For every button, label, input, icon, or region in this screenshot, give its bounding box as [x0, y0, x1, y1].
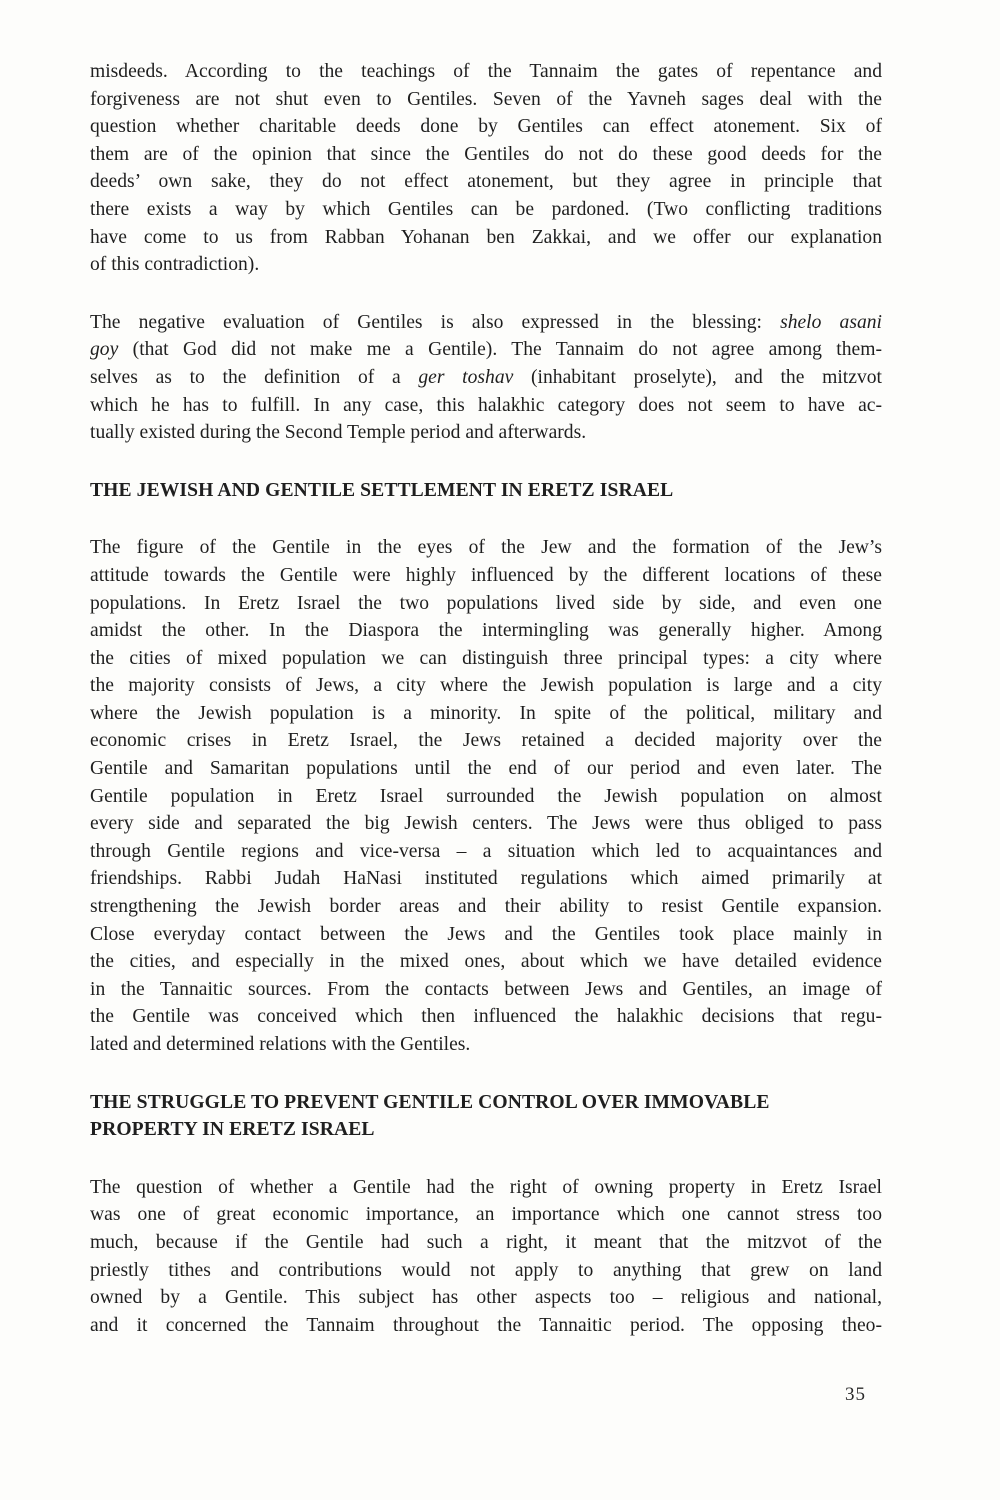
text-line: economic crises in Eretz Israel, the Jews retained a decided majority over the — [90, 730, 882, 752]
paragraph-spacer — [90, 279, 882, 309]
text-line: misdeeds. According to the teachings of the Tannaim the gates of repentance and — [90, 61, 882, 82]
text-line: the majority consists of Jews, a city where the Jewish population is large and a city — [90, 675, 882, 697]
text-line: question whether charitable deeds done by Gentiles can effect atonement. Six of — [90, 116, 882, 138]
paragraph-spacer — [90, 447, 882, 477]
text-line — [90, 392, 882, 420]
text-line: Gentile and Samaritan populations until the end of our period and even later. The — [90, 758, 882, 780]
text-line: Gentile population in Eretz Israel surrounded the Jewish population on almost — [90, 785, 882, 807]
text-line: owned by a Gentile. This subject has other aspects too – religious and national, — [90, 1287, 882, 1309]
text-line: Close everyday contact between the Jews and the Gentiles took place mainly in — [90, 923, 882, 945]
text-line: forgiveness are not shut even to Gentiles. Seven of the Yavneh sages deal with the — [90, 88, 882, 110]
paragraph-gentile-atonement — [90, 58, 882, 279]
text-line: attitude towards the Gentile were highly influenced by the different locations of these — [90, 564, 882, 586]
text-line: The question of whether a Gentile had the right of owning property in Eretz Israel — [90, 1176, 882, 1198]
text-line: populations. In Eretz Israel the two populations lived side by side, and even one — [90, 592, 882, 614]
heading-line: THE JEWISH AND GENTILE SETTLEMENT IN ERETZ ISRAEL — [90, 479, 674, 501]
italic-term: shelo asani — [780, 311, 882, 333]
text-line: deeds’ own sake, they do not effect atonement, but they agree in principle that — [90, 171, 882, 193]
paragraph-spacer — [90, 504, 882, 534]
section-heading-property — [90, 1089, 882, 1144]
paragraph-spacer — [90, 1059, 882, 1089]
heading-line: PROPERTY IN ERETZ ISRAEL — [90, 1119, 375, 1141]
italic-term: goy — [90, 339, 119, 361]
text-line — [90, 309, 882, 337]
text-line: and it concerned the Tannaim throughout the Tannaitic period. The opposing theo- — [90, 1314, 882, 1336]
text-line: amidst the other. In the Diaspora the intermingling was generally higher. Among — [90, 620, 882, 642]
paragraph-property — [90, 1174, 882, 1340]
section-heading-settlement — [90, 477, 882, 505]
text-line: where the Jewish population is a minority. In spite of the political, military and — [90, 702, 882, 724]
text-line: have come to us from Rabban Yohanan ben Zakkai, and we offer our explanation — [90, 226, 882, 248]
text-run: selves as to the definition of a — [90, 366, 419, 388]
text-line: friendships. Rabbi Judah HaNasi instituted regulations which aimed primarily at — [90, 868, 882, 890]
page-body — [90, 58, 882, 1339]
text-run: The negative evaluation of Gentiles is also expressed in the blessing: — [90, 311, 781, 333]
text-line: lated and determined relations with the Gentiles. — [90, 1034, 471, 1055]
text-line — [90, 419, 882, 447]
heading-line: THE STRUGGLE TO PREVENT GENTILE CONTROL OVER IMMOVABLE — [90, 1091, 770, 1113]
text-line: the Gentile was conceived which then influenced the halakhic decisions that regu- — [90, 1006, 882, 1028]
paragraph-negative-evaluation — [90, 309, 882, 447]
text-line: through Gentile regions and vice-versa – a situation which led to acquaintances and — [90, 840, 882, 862]
text-run: (that God did not make me a Gentile). The Tannaim do not agree among them- — [118, 339, 882, 361]
text-line: of this contradiction). — [90, 254, 260, 276]
text-line: the cities of mixed population we can distinguish three principal types: a city where — [90, 647, 882, 669]
text-line: was one of great economic importance, an importance which one cannot stress too — [90, 1204, 882, 1226]
text-line: there exists a way by which Gentiles can be pardoned. (Two conflicting traditions — [90, 198, 882, 220]
paragraph-settlement — [90, 534, 882, 1058]
text-line: the cities, and especially in the mixed ones, about which we have detailed evidence — [90, 951, 882, 973]
text-line — [90, 364, 882, 392]
paragraph-spacer — [90, 1144, 882, 1174]
text-line: much, because if the Gentile had such a right, it meant that the mitzvot of the — [90, 1231, 882, 1253]
text-line: The figure of the Gentile in the eyes of the Jew and the formation of the Jew’s — [90, 537, 882, 559]
italic-term: ger toshav — [418, 366, 514, 388]
text-line: priestly tithes and contributions would not apply to anything that grew on land — [90, 1259, 882, 1281]
page-number: 35 — [845, 1384, 866, 1405]
text-line: every side and separated the big Jewish centers. The Jews were thus obliged to pass — [90, 813, 882, 835]
text-line — [90, 336, 882, 364]
text-line: strengthening the Jewish border areas and their ability to resist Gentile expansion. — [90, 896, 882, 918]
text-run: (inhabitant proselyte), and the mitzvot — [513, 366, 882, 388]
text-line: in the Tannaitic sources. From the contacts between Jews and Gentiles, an image of — [90, 978, 882, 1000]
text-run: which he has to fulfill. In any case, this halakhic category does not seem to have ac- — [90, 394, 882, 416]
text-run: tually existed during the Second Temple period and afterwards. — [90, 422, 587, 444]
text-line: them are of the opinion that since the Gentiles do not do these good deeds for the — [90, 143, 882, 165]
